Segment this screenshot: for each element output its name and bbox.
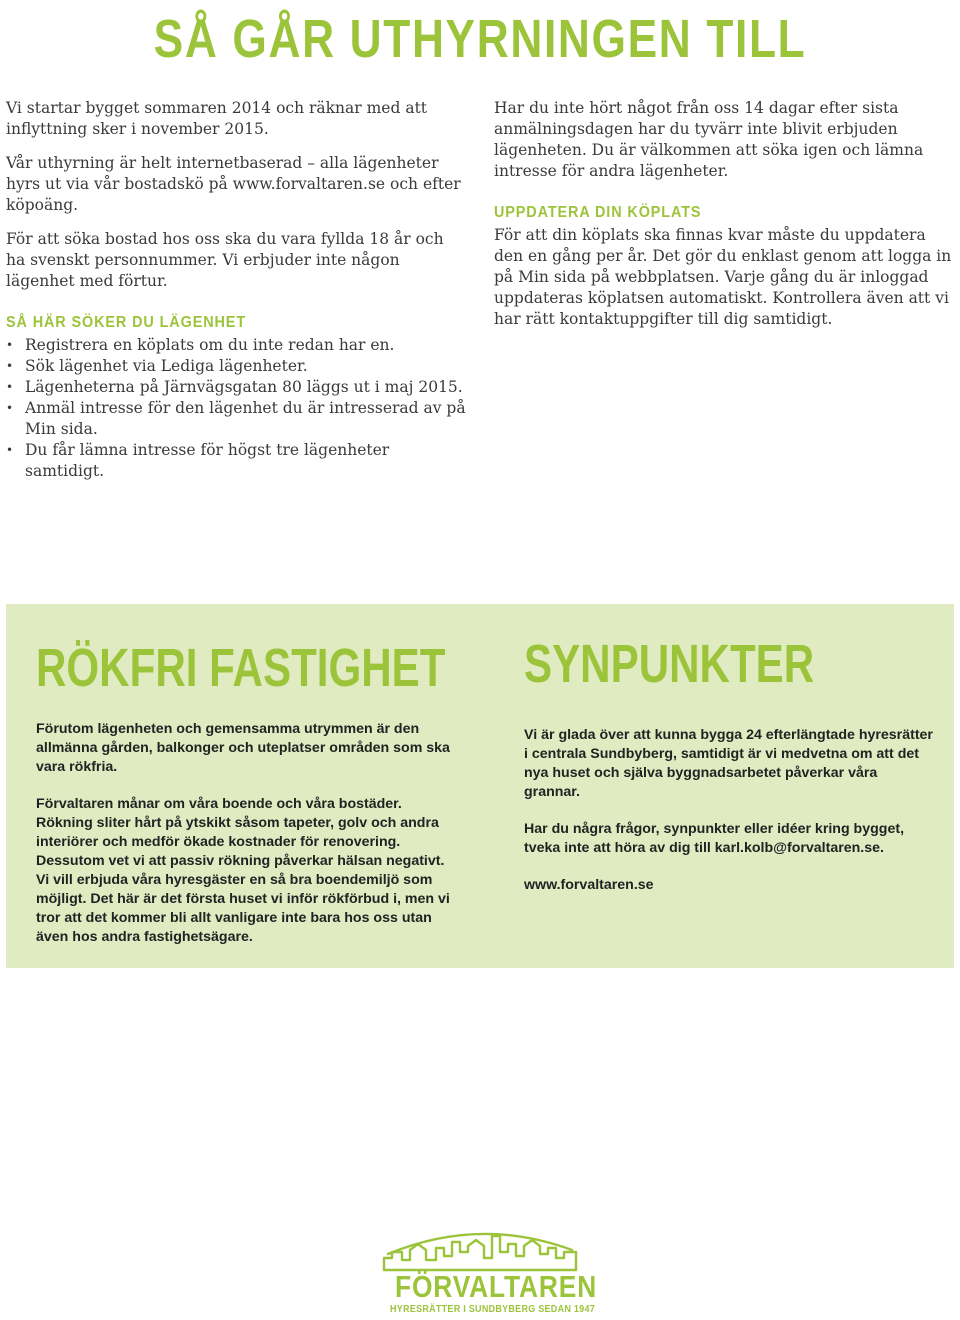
list-item: • Sök lägenhet via Lediga lägenheter. — [6, 356, 466, 377]
eligibility-paragraph: För att söka bostad hos oss ska du vara fyllda 18 år och ha svenskt personnummer. Vi erbjuder inte någon lägenhet med förtur. — [6, 230, 444, 290]
list-item: • Registrera en köplats om du inte redan har en. — [6, 335, 466, 356]
feedback-heading: SYNPUNKTER — [524, 634, 815, 694]
feedback-paragraph: Vi är glada över att kunna bygga 24 efterlängtade hyresrätter i centrala Sundbyberg, samtidigt är vi medvetna om att det nya huset och själva byggnadsarbetet påverkar våra grannar. — [524, 727, 933, 800]
info-box — [6, 604, 954, 968]
intro-paragraph: Vi startar bygget sommaren 2014 och räknar med att inflyttning sker i november 2015. — [6, 99, 428, 138]
logo-wordmark: FÖRVALTAREN — [395, 1269, 598, 1304]
feedback-section — [524, 604, 934, 913]
smoke-free-paragraph: Förutom lägenheten och gemensamma utrymmen är den allmänna gården, balkonger och uteplatser områden som ska vara rökfria. — [36, 721, 450, 775]
forvaltaren-logo — [380, 1222, 598, 1315]
no-reply-paragraph: Har du inte hört något från oss 14 dagar efter sista anmälningsdagen har du tyvärr inte blivit erbjuden lägenheten. Du är välkommen att söka igen och lämna intresse för andra lägenheter. — [494, 99, 924, 180]
logo-tagline: HYRESRÄTTER I SUNDBYBERG SEDAN 1947 — [390, 1304, 595, 1315]
smoke-free-section — [36, 604, 456, 965]
skyline-logo-icon — [380, 1222, 580, 1272]
list-item: • Anmäl intresse för den lägenhet du är intresserad av på Min sida. — [6, 398, 466, 440]
update-queue-paragraph: För att din köplats ska finnas kvar måste du uppdatera den en gång per år. Det gör du enklast genom att logga in på Min sida på webbplatsen. Varje gång du är inloggad uppdateras köplatsen automatiskt. Kontrollera även att vi har rätt kontaktuppgifter till dig samtidigt. — [494, 226, 952, 328]
apply-steps-list — [6, 335, 466, 482]
right-column — [494, 98, 954, 343]
update-queue-heading: UPPDATERA DIN KÖPLATS — [494, 204, 702, 221]
rental-paragraph: Vår uthyrning är helt internetbaserad – alla lägenheter hyrs ut via vår bostadskö på www.forvaltaren.se och efter köpoäng. — [6, 154, 461, 214]
page-title: SÅ GÅR UTHYRNINGEN TILL — [153, 9, 807, 69]
list-item: • Lägenheterna på Järnvägsgatan 80 läggs ut i maj 2015. — [6, 377, 466, 398]
smoke-free-paragraph: Förvaltaren månar om våra boende och våra bostäder. Rökning sliter hårt på ytskikt såsom tapeter, golv och andra interiörer och medför ökade kostnader för renovering. Dessutom vet vi att passiv rökning påverkar hälsan negativt. Vi vill erbjuda våra hyresgäster en så bra boendemiljö som möjligt. Det här är det första huset vi inför rökförbud i, men vi tror att det kommer bli allt vanligare inte bara hos oss utan även hos andra fastighetsägare. — [36, 796, 450, 945]
list-item: • Du får lämna intresse för högst tre lägenheter samtidigt. — [6, 440, 466, 482]
apply-heading: SÅ HÄR SÖKER DU LÄGENHET — [6, 314, 247, 331]
smoke-free-heading: RÖKFRI FASTIGHET — [36, 638, 446, 698]
feedback-paragraph: Har du några frågor, synpunkter eller idéer kring bygget, tveka inte att höra av dig till karl.kolb@forvaltaren.se. — [524, 821, 905, 856]
website-link[interactable]: www.forvaltaren.se — [524, 877, 654, 893]
left-column — [6, 98, 466, 482]
